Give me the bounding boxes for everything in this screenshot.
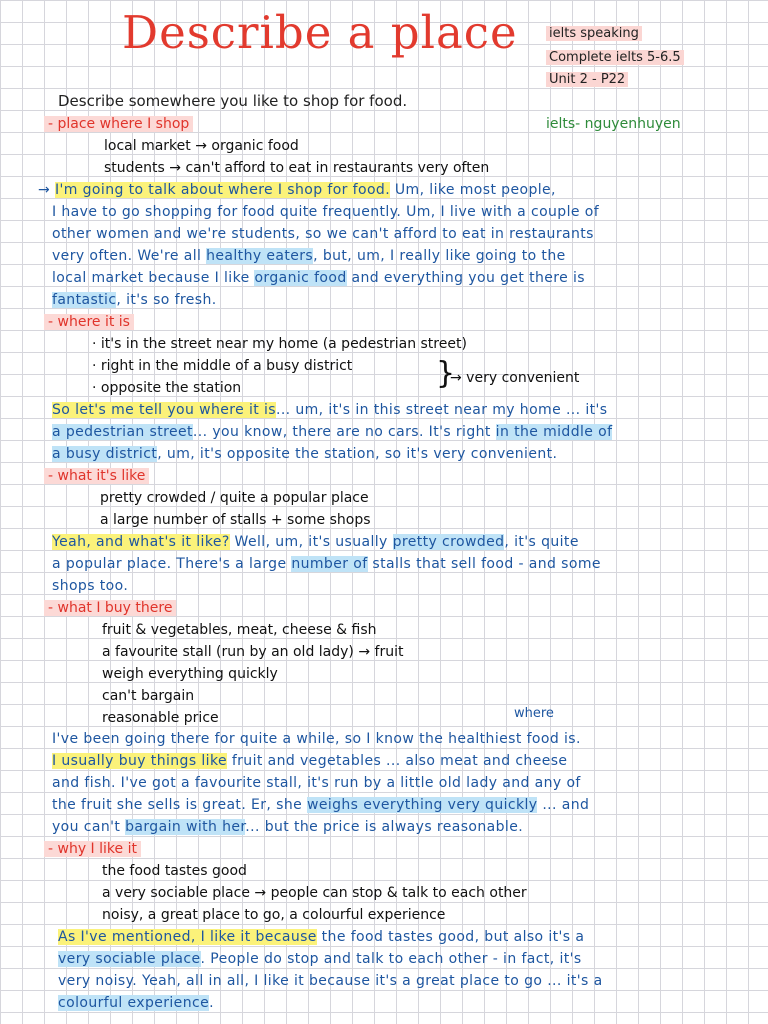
meta-line-2: Complete ielts 5-6.5	[546, 50, 684, 65]
note-line: the food tastes good	[102, 863, 247, 879]
answer-line: and fish. I've got a favourite stall, it's run by a little old lady and any of	[52, 775, 581, 791]
note-line: reasonable price	[102, 710, 219, 726]
note-line: weigh everything quickly	[102, 666, 278, 682]
section-heading-like: - what it's like	[44, 468, 149, 484]
answer-line: → I'm going to talk about where I shop for food. Um, like most people,	[38, 182, 556, 198]
answer-line: I usually buy things like fruit and vegetables ... also meat and cheese	[52, 753, 568, 769]
answer-line: you can't bargain with her... but the price is always reasonable.	[52, 819, 524, 835]
note-line: a very sociable place → people can stop & talk to each other	[102, 885, 527, 901]
answer-line: shops too.	[52, 578, 129, 594]
section-heading-location: - where it is	[44, 314, 134, 330]
answer-line: As I've mentioned, I like it because the food tastes good, but also it's a	[58, 929, 585, 945]
prompt: Describe somewhere you like to shop for food.	[58, 92, 408, 110]
note-line-convenient: → very convenient	[450, 370, 580, 386]
answer-line: colourful experience.	[58, 995, 214, 1011]
answer-line: a popular place. There's a large number of stalls that sell food - and some	[52, 556, 601, 572]
answer-line: Yeah, and what's it like? Well, um, it's usually pretty crowded, it's quite	[52, 534, 579, 550]
section-heading-why: - why I like it	[44, 841, 141, 857]
section-heading-shop: - place where I shop	[44, 116, 193, 132]
note-line: fruit & vegetables, meat, cheese & fish	[102, 622, 377, 638]
brace-symbol: }	[436, 356, 456, 391]
answer-line: I've been going there for quite a while, so I know the healthiest food is.	[52, 731, 581, 747]
section-heading-buy: - what I buy there	[44, 600, 176, 616]
answer-line: the fruit she sells is great. Er, she weighs everything very quickly ... and	[52, 797, 590, 813]
note-line: pretty crowded / quite a popular place	[100, 490, 369, 506]
answer-line: local market because I like organic food and everything you get there is	[52, 270, 585, 286]
note-line: a large number of stalls + some shops	[100, 512, 371, 528]
answer-line: very sociable place. People do stop and talk to each other - in fact, it's	[58, 951, 582, 967]
answer-line: a pedestrian street... you know, there are no cars. It's right in the middle of	[52, 424, 613, 440]
note-line: a favourite stall (run by an old lady) → fruit	[102, 644, 404, 660]
note-line: local market → organic food	[104, 138, 299, 154]
note-line: · right in the middle of a busy district	[92, 358, 353, 374]
answer-line: very often. We're all healthy eaters, but, um, I really like going to the	[52, 248, 566, 264]
note-line: · it's in the street near my home (a pedestrian street)	[92, 336, 467, 352]
answer-line: a busy district, um, it's opposite the station, so it's very convenient.	[52, 446, 558, 462]
meta-line-1: ielts speaking	[546, 26, 642, 41]
answer-line: very noisy. Yeah, all in all, I like it because it's a great place to go ... it's a	[58, 973, 603, 989]
note-line: · opposite the station	[92, 380, 242, 396]
answer-line: So let's me tell you where it is... um, it's in this street near my home ... it's	[52, 402, 608, 418]
answer-line: fantastic, it's so fresh.	[52, 292, 217, 308]
author-tag: ielts- nguyenhuyen	[546, 116, 681, 132]
note-line: students → can't afford to eat in restaurants very often	[104, 160, 490, 176]
note-line: can't bargain	[102, 688, 195, 704]
meta-line-3: Unit 2 - P22	[546, 72, 628, 87]
note-line: noisy, a great place to go, a colourful experience	[102, 907, 446, 923]
insertion-note: where	[514, 706, 554, 721]
answer-line: other women and we're students, so we can't afford to eat in restaurants	[52, 226, 594, 242]
page-title: Describe a place	[122, 6, 518, 59]
answer-line: I have to go shopping for food quite frequently. Um, I live with a couple of	[52, 204, 600, 220]
